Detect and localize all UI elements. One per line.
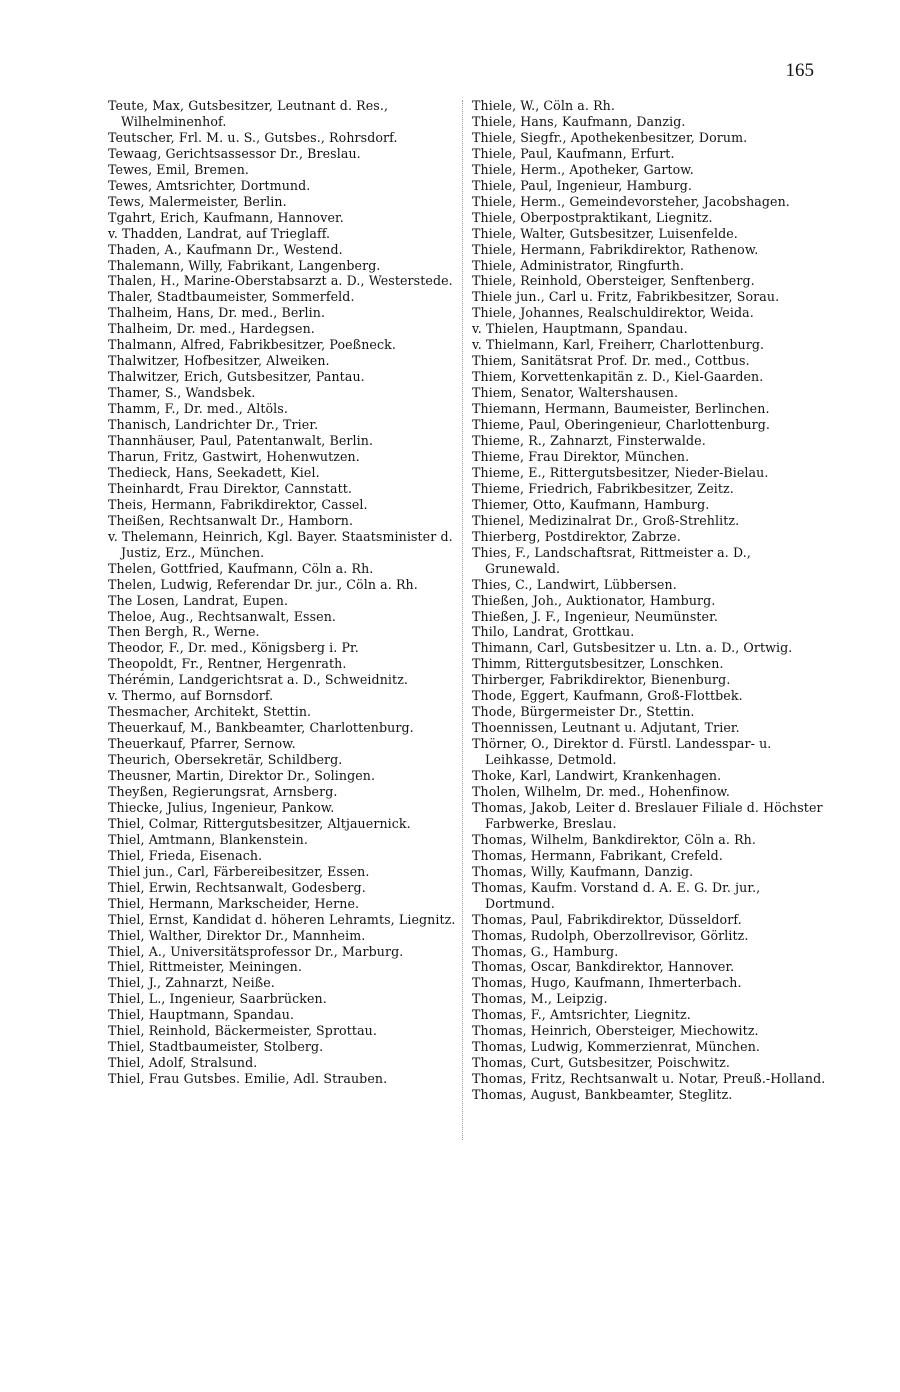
directory-entry: Thiele, W., Cöln a. Rh. bbox=[472, 98, 616, 113]
directory-entry: Thomas, Rudolph, Oberzollrevisor, Görlitz. bbox=[472, 927, 749, 943]
directory-entry: Thoke, Karl, Landwirt, Krankenhagen. bbox=[472, 768, 722, 784]
directory-entry: Thörner, O., Direktor d. Fürstl. Landesspar- u. Leihkasse, Detmold. bbox=[472, 736, 772, 768]
directory-entry: Thiemann, Hermann, Baumeister, Berlinchen. bbox=[472, 401, 770, 417]
directory-entry: Thalheim, Hans, Dr. med., Berlin. bbox=[108, 305, 326, 321]
directory-entry: Thiel, Rittmeister, Meiningen. bbox=[108, 959, 302, 975]
directory-entry: Thomas, Wilhelm, Bankdirektor, Cöln a. Rh. bbox=[472, 831, 756, 847]
directory-entry: Thirberger, Fabrikdirektor, Bienenburg. bbox=[472, 672, 731, 688]
directory-entry: Thiel, Amtmann, Blankenstein. bbox=[108, 831, 308, 847]
directory-entry: Thiele, Reinhold, Obersteiger, Senftenberg. bbox=[472, 273, 755, 289]
directory-entry: Thelen, Ludwig, Referendar Dr. jur., Cöln a. Rh. bbox=[108, 576, 418, 592]
right-column bbox=[472, 98, 827, 1103]
directory-entry: Thiele, Hermann, Fabrikdirektor, Rathenow. bbox=[472, 241, 759, 257]
directory-entry: Thießen, Joh., Auktionator, Hamburg. bbox=[472, 592, 716, 608]
directory-entry: Thiele, Paul, Ingenieur, Hamburg. bbox=[472, 177, 692, 193]
directory-entry: Tewaag, Gerichtsassessor Dr., Breslau. bbox=[108, 145, 361, 161]
directory-entry: Thiele, Hans, Kaufmann, Danzig. bbox=[472, 113, 686, 129]
directory-entry: Theis, Hermann, Fabrikdirektor, Cassel. bbox=[108, 496, 368, 512]
directory-entry: Thiele, Paul, Kaufmann, Erfurt. bbox=[472, 145, 675, 161]
directory-entry: Thomas, Oscar, Bankdirektor, Hannover. bbox=[472, 959, 735, 975]
directory-entry: Thérémin, Landgerichtsrat a. D., Schweidnitz. bbox=[108, 672, 409, 688]
directory-entry: Thieme, Paul, Oberingenieur, Charlottenburg. bbox=[472, 417, 771, 433]
directory-entry: Thanisch, Landrichter Dr., Trier. bbox=[108, 417, 319, 433]
directory-entry: Thomas, G., Hamburg. bbox=[472, 943, 619, 959]
directory-entry: Thalemann, Willy, Fabrikant, Langenberg. bbox=[108, 257, 381, 273]
directory-entry: Thimm, Rittergutsbesitzer, Lonschken. bbox=[472, 656, 724, 672]
directory-entry: Tholen, Wilhelm, Dr. med., Hohenfinow. bbox=[472, 783, 730, 799]
directory-entry: Thomas, Willy, Kaufmann, Danzig. bbox=[472, 863, 694, 879]
directory-entry: Thiel, A., Universitätsprofessor Dr., Marburg. bbox=[108, 943, 404, 959]
directory-entry: Thiele, Herm., Apotheker, Gartow. bbox=[472, 161, 694, 177]
directory-entry: Thieme, Friedrich, Fabrikbesitzer, Zeitz. bbox=[472, 480, 734, 496]
directory-entry: Thiem, Korvettenkapitän z. D., Kiel-Gaarden. bbox=[472, 369, 764, 385]
directory-entry: Tewes, Amtsrichter, Dortmund. bbox=[108, 177, 311, 193]
directory-entry: Thies, C., Landwirt, Lübbersen. bbox=[472, 576, 677, 592]
directory-entry: Thiel, Frieda, Eisenach. bbox=[108, 847, 263, 863]
directory-entry: Thalmann, Alfred, Fabrikbesitzer, Poeßneck. bbox=[108, 337, 396, 353]
directory-entry: Thannhäuser, Paul, Patentanwalt, Berlin. bbox=[108, 433, 374, 449]
directory-entry: Thies, F., Landschaftsrat, Rittmeister a. D., Grunewald. bbox=[472, 544, 751, 576]
directory-entry: Thiel, Colmar, Rittergutsbesitzer, Altjauernick. bbox=[108, 815, 411, 831]
directory-entry: Thiel, Stadtbaumeister, Stolberg. bbox=[108, 1039, 324, 1055]
directory-entry: Thiel, Reinhold, Bäckermeister, Sprottau. bbox=[108, 1023, 377, 1039]
directory-entry: The Losen, Landrat, Eupen. bbox=[108, 592, 289, 608]
directory-entry: Thomas, August, Bankbeamter, Steglitz. bbox=[472, 1087, 733, 1103]
directory-entry: Thiel, Ernst, Kandidat d. höheren Lehramts, Liegnitz. bbox=[108, 911, 456, 927]
directory-entry: Theurich, Obersekretär, Schildberg. bbox=[108, 752, 343, 768]
directory-entry: Thieme, R., Zahnarzt, Finsterwalde. bbox=[472, 433, 706, 449]
directory-entry: Thomas, Fritz, Rechtsanwalt u. Notar, Preuß.-Holland. bbox=[472, 1071, 826, 1087]
directory-entry: Thiem, Senator, Waltershausen. bbox=[472, 385, 679, 401]
directory-entry: Theodor, F., Dr. med., Königsberg i. Pr. bbox=[108, 640, 359, 656]
directory-entry: Thiele jun., Carl u. Fritz, Fabrikbesitzer, Sorau. bbox=[472, 289, 780, 305]
directory-entry: Thamer, S., Wandsbek. bbox=[108, 385, 256, 401]
column-divider bbox=[462, 100, 463, 1140]
directory-entry: Tews, Malermeister, Berlin. bbox=[108, 193, 287, 209]
directory-entry: Theißen, Rechtsanwalt Dr., Hamborn. bbox=[108, 512, 354, 528]
directory-entry: Thoennissen, Leutnant u. Adjutant, Trier. bbox=[472, 720, 740, 736]
directory-entry: Thode, Bürgermeister Dr., Stettin. bbox=[472, 704, 695, 720]
directory-entry: Thomas, Jakob, Leiter d. Breslauer Filiale d. Höchster Farbwerke, Breslau. bbox=[472, 799, 823, 831]
directory-entry: Thaler, Stadtbaumeister, Sommerfeld. bbox=[108, 289, 355, 305]
directory-entry: Thomas, Heinrich, Obersteiger, Miechowitz. bbox=[472, 1023, 759, 1039]
directory-entry: Thiel, J., Zahnarzt, Neiße. bbox=[108, 975, 275, 991]
directory-entry: Teutscher, Frl. M. u. S., Gutsbes., Rohrsdorf. bbox=[108, 129, 398, 145]
directory-entry: Thomas, Hermann, Fabrikant, Crefeld. bbox=[472, 847, 723, 863]
directory-entry: Theloe, Aug., Rechtsanwalt, Essen. bbox=[108, 608, 337, 624]
directory-entry: v. Thielmann, Karl, Freiherr, Charlottenburg. bbox=[472, 337, 765, 353]
directory-entry: Thomas, Ludwig, Kommerzienrat, München. bbox=[472, 1039, 761, 1055]
directory-entry: Thesmacher, Architekt, Stettin. bbox=[108, 704, 312, 720]
directory-entry: v. Thielen, Hauptmann, Spandau. bbox=[472, 321, 688, 337]
page-number: 165 bbox=[785, 60, 814, 81]
directory-entry: Thiele, Walter, Gutsbesitzer, Luisenfelde. bbox=[472, 225, 738, 241]
directory-entry: Thiel, L., Ingenieur, Saarbrücken. bbox=[108, 991, 327, 1007]
directory-entry: Theusner, Martin, Direktor Dr., Solingen. bbox=[108, 768, 376, 784]
directory-entry: Thaden, A., Kaufmann Dr., Westend. bbox=[108, 241, 343, 257]
directory-entry: v. Thelemann, Heinrich, Kgl. Bayer. Staatsminister d. Justiz, Erz., München. bbox=[108, 528, 453, 560]
directory-entry: Thiele, Johannes, Realschuldirektor, Weida. bbox=[472, 305, 754, 321]
directory-entry: Theuerkauf, M., Bankbeamter, Charlottenburg. bbox=[108, 720, 414, 736]
directory-entry: Thilo, Landrat, Grottkau. bbox=[472, 624, 635, 640]
directory-entry: Teute, Max, Gutsbesitzer, Leutnant d. Res., Wilhelminenhof. bbox=[108, 98, 389, 129]
directory-entry: Thode, Eggert, Kaufmann, Groß-Flottbek. bbox=[472, 688, 743, 704]
directory-entry: Thalwitzer, Erich, Gutsbesitzer, Pantau. bbox=[108, 369, 365, 385]
directory-entry: Thelen, Gottfried, Kaufmann, Cöln a. Rh. bbox=[108, 560, 374, 576]
directory-entry: Thieme, Frau Direktor, München. bbox=[472, 448, 690, 464]
directory-entry: Thamm, F., Dr. med., Altöls. bbox=[108, 401, 288, 417]
directory-entry: Thiel, Hermann, Markscheider, Herne. bbox=[108, 895, 360, 911]
directory-entry: Theinhardt, Frau Direktor, Cannstatt. bbox=[108, 480, 352, 496]
directory-entry: Thalheim, Dr. med., Hardegsen. bbox=[108, 321, 315, 337]
directory-entry: Thiem, Sanitätsrat Prof. Dr. med., Cottbus. bbox=[472, 353, 750, 369]
directory-entry: Thimann, Carl, Gutsbesitzer u. Ltn. a. D., Ortwig. bbox=[472, 640, 793, 656]
directory-entry: Thalen, H., Marine-Oberstabsarzt a. D., Westerstede. bbox=[108, 273, 453, 289]
directory-entry: Thiele, Herm., Gemeindevorsteher, Jacobshagen. bbox=[472, 193, 790, 209]
directory-entry: Tgahrt, Erich, Kaufmann, Hannover. bbox=[108, 209, 344, 225]
directory-entry: Thiecke, Julius, Ingenieur, Pankow. bbox=[108, 799, 335, 815]
directory-entry: Thalwitzer, Hofbesitzer, Alweiken. bbox=[108, 353, 330, 369]
directory-entry: Thierberg, Postdirektor, Zabrze. bbox=[472, 528, 681, 544]
directory-entry: Then Bergh, R., Werne. bbox=[108, 624, 260, 640]
directory-entry: Thomas, Kaufm. Vorstand d. A. E. G. Dr. jur., Dortmund. bbox=[472, 879, 761, 911]
directory-entry: Thiemer, Otto, Kaufmann, Hamburg. bbox=[472, 496, 710, 512]
directory-entry: v. Thermo, auf Bornsdorf. bbox=[108, 688, 274, 704]
directory-entry: Thedieck, Hans, Seekadett, Kiel. bbox=[108, 464, 320, 480]
directory-entry: Thiel, Walther, Direktor Dr., Mannheim. bbox=[108, 927, 366, 943]
directory-entry: Thiel, Hauptmann, Spandau. bbox=[108, 1007, 295, 1023]
directory-entry: Theyßen, Regierungsrat, Arnsberg. bbox=[108, 783, 338, 799]
directory-entry: Thomas, Paul, Fabrikdirektor, Düsseldorf. bbox=[472, 911, 742, 927]
directory-entry: Thiel, Frau Gutsbes. Emilie, Adl. Strauben. bbox=[108, 1071, 388, 1087]
directory-entry: Theuerkauf, Pfarrer, Sernow. bbox=[108, 736, 296, 752]
directory-entry: Thiel, Adolf, Stralsund. bbox=[108, 1055, 258, 1071]
directory-entry: Thieme, E., Rittergutsbesitzer, Nieder-Bielau. bbox=[472, 464, 769, 480]
directory-entry: Theopoldt, Fr., Rentner, Hergenrath. bbox=[108, 656, 347, 672]
directory-entry: Thiele, Administrator, Ringfurth. bbox=[472, 257, 685, 273]
directory-entry: Thiele, Oberpostpraktikant, Liegnitz. bbox=[472, 209, 713, 225]
directory-entry: Thomas, M., Leipzig. bbox=[472, 991, 608, 1007]
left-column bbox=[108, 98, 458, 1087]
directory-entry: Thomas, Curt, Gutsbesitzer, Poischwitz. bbox=[472, 1055, 730, 1071]
directory-entry: Thiele, Siegfr., Apothekenbesitzer, Dorum. bbox=[472, 129, 748, 145]
directory-entry: Thomas, Hugo, Kaufmann, Ihmerterbach. bbox=[472, 975, 742, 991]
directory-entry: Thienel, Medizinalrat Dr., Groß-Strehlitz. bbox=[472, 512, 740, 528]
directory-entry: v. Thadden, Landrat, auf Trieglaff. bbox=[108, 225, 331, 241]
directory-entry: Thießen, J. F., Ingenieur, Neumünster. bbox=[472, 608, 718, 624]
directory-entry: Tharun, Fritz, Gastwirt, Hohenwutzen. bbox=[108, 448, 360, 464]
directory-entry: Tewes, Emil, Bremen. bbox=[108, 161, 250, 177]
directory-entry: Thomas, F., Amtsrichter, Liegnitz. bbox=[472, 1007, 691, 1023]
directory-entry: Thiel jun., Carl, Färbereibesitzer, Essen. bbox=[108, 863, 370, 879]
directory-entry: Thiel, Erwin, Rechtsanwalt, Godesberg. bbox=[108, 879, 366, 895]
